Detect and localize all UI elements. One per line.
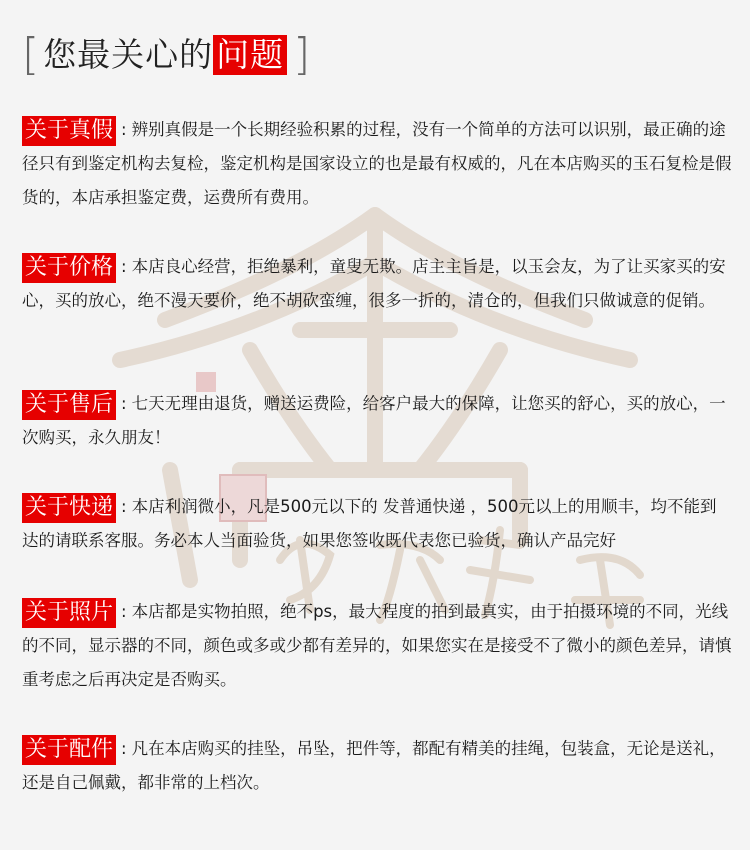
section-accessories: 关于配件 : 凡在本店购买的挂坠，吊坠，把件等，都配有精美的挂绳，包装盒，无论是送礼，还是自己佩戴，都非常的上档次。: [22, 737, 726, 792]
page-title: [22, 29, 311, 80]
section-text: 本店利润微小，凡是500元以下的 发普通快递 ，500元以上的用顺丰，均不能到达的请联系客服。务必本人当面验货，如果您签收既代表您已验货，确认产品完好: [22, 497, 717, 550]
section-price: 关于价格 : 本店良心经营，拒绝暴利，童叟无欺。店主主旨是，以玉会友，为了让买家买的安心，买的放心，绝不漫天要价，绝不胡砍蛮缠，很多一折的，清仓的，但我们只做诚意的促销。: [22, 255, 726, 310]
section-label: 关于价格: [22, 253, 116, 283]
section-label: 关于售后: [22, 390, 116, 420]
section-text: 本店都是实物拍照，绝不ps，最大程度的拍到最真实，由于拍摄环境的不同，光线的不同，显示器的不同，颜色或多或少都有差异的，如果您实在是接受不了微小的颜色差异，请慎重考虑之后再决定是否购买。: [22, 602, 732, 689]
title-main-text: 您最关心的: [43, 35, 214, 74]
title-highlight-text: 问题: [213, 35, 287, 75]
section-authenticity: 关于真假 : 辨别真假是一个长期经验积累的过程，没有一个简单的方法可以识别，最正确的途径只有到鉴定机构去复检，鉴定机构是国家设立的也是最有权威的，凡在本店购买的玉石复检是假货的，本店承担鉴定费，运费所有费用。: [22, 118, 732, 207]
title-open-bracket: [: [22, 29, 40, 80]
section-text: 本店良心经营，拒绝暴利，童叟无欺。店主主旨是，以玉会友，为了让买家买的安心，买的放心，绝不漫天要价，绝不胡砍蛮缠，很多一折的，清仓的，但我们只做诚意的促销。: [22, 257, 726, 310]
section-label: 关于照片: [22, 598, 116, 628]
section-text: 凡在本店购买的挂坠，吊坠，把件等，都配有精美的挂绳，包装盒，无论是送礼，还是自己佩戴，都非常的上档次。: [22, 739, 726, 792]
section-after-sales: 关于售后 : 七天无理由退货，赠送运费险，给客户最大的保障，让您买的舒心，买的放心，一次购买，永久朋友！: [22, 392, 726, 447]
title-close-bracket: ]: [293, 29, 311, 80]
section-photos: 关于照片 : 本店都是实物拍照，绝不ps，最大程度的拍到最真实，由于拍摄环境的不同，光线的不同，显示器的不同，颜色或多或少都有差异的，如果您实在是接受不了微小的颜色差异，请慎重考虑之后再决定是否购买。: [22, 600, 732, 689]
section-text: 七天无理由退货，赠送运费险，给客户最大的保障，让您买的舒心，买的放心，一次购买，永久朋友！: [22, 394, 726, 447]
section-label: 关于配件: [22, 735, 116, 765]
section-label: 关于快递: [22, 493, 116, 523]
section-shipping: 关于快递 : 本店利润微小，凡是500元以下的 发普通快递 ，500元以上的用顺丰，均不能到达的请联系客服。务必本人当面验货，如果您签收既代表您已验货，确认产品完好: [22, 495, 717, 550]
section-label: 关于真假: [22, 116, 116, 146]
section-text: 辨别真假是一个长期经验积累的过程，没有一个简单的方法可以识别，最正确的途径只有到鉴定机构去复检，鉴定机构是国家设立的也是最有权威的，凡在本店购买的玉石复检是假货的，本店承担鉴定费，运费所有费用。: [22, 120, 732, 207]
